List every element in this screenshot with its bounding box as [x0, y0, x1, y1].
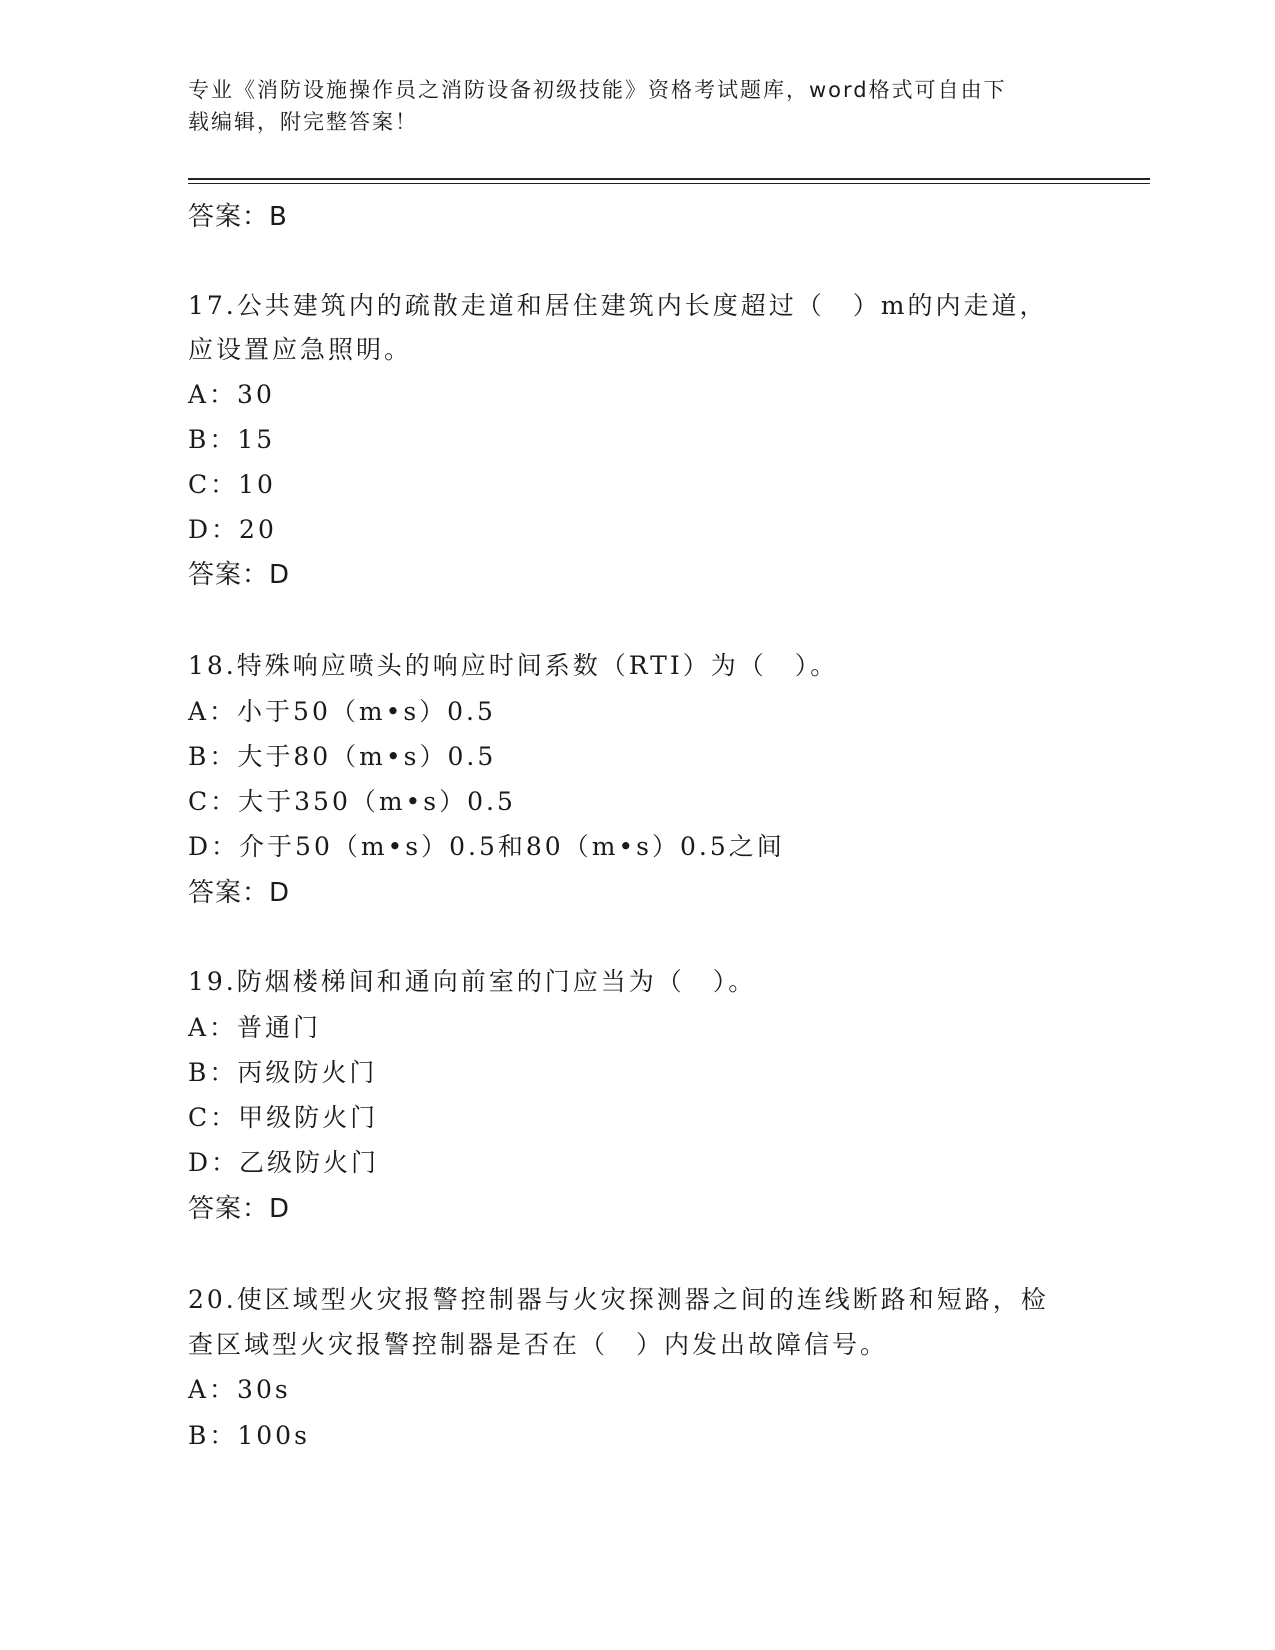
header-line-2: 载编辑，附完整答案！ — [188, 110, 418, 134]
answer: 答案：D — [188, 878, 291, 908]
document-header — [188, 74, 1088, 138]
question-stem-line: 20.使区域型火灾报警控制器与火灾探测器之间的连线断路和短路，检 — [188, 1285, 1049, 1314]
option-c: C：甲级防火门 — [188, 1103, 379, 1132]
option-b: B：丙级防火门 — [188, 1058, 378, 1087]
answer: 答案：D — [188, 1194, 291, 1224]
option-b: B：大于80（m•s）0.5 — [188, 742, 497, 771]
option-a: A：30 — [188, 380, 275, 409]
option-c: C：大于350（m•s）0.5 — [188, 787, 516, 816]
option-c: C：10 — [188, 470, 276, 499]
option-d: D：介于50（m•s）0.5和80（m•s）0.5之间 — [188, 832, 785, 861]
option-a: A：小于50（m•s）0.5 — [188, 697, 496, 726]
answer: 答案：D — [188, 560, 291, 590]
previous-answer: 答案：B — [188, 202, 288, 232]
question-stem-line: 查区域型火灾报警控制器是否在（ ）内发出故障信号。 — [188, 1330, 889, 1359]
option-b: B：15 — [188, 425, 276, 454]
option-d: D：乙级防火门 — [188, 1148, 380, 1177]
question-stem-line: 19.防烟楼梯间和通向前室的门应当为（ ）。 — [188, 967, 757, 996]
question-stem-line: 18.特殊响应喷头的响应时间系数（RTI）为（ ）。 — [188, 651, 839, 680]
question-stem-line: 17.公共建筑内的疏散走道和居住建筑内长度超过（ ）m的内走道， — [188, 291, 1048, 320]
header-divider — [188, 178, 1150, 184]
option-b: B：100s — [188, 1421, 310, 1450]
header-line-1: 专业《消防设施操作员之消防设备初级技能》资格考试题库，word格式可自由下 — [188, 78, 1007, 102]
option-a: A：30s — [188, 1375, 291, 1404]
question-stem-line: 应设置应急照明。 — [188, 335, 413, 364]
option-d: D：20 — [188, 515, 277, 544]
option-a: A：普通门 — [188, 1013, 322, 1042]
